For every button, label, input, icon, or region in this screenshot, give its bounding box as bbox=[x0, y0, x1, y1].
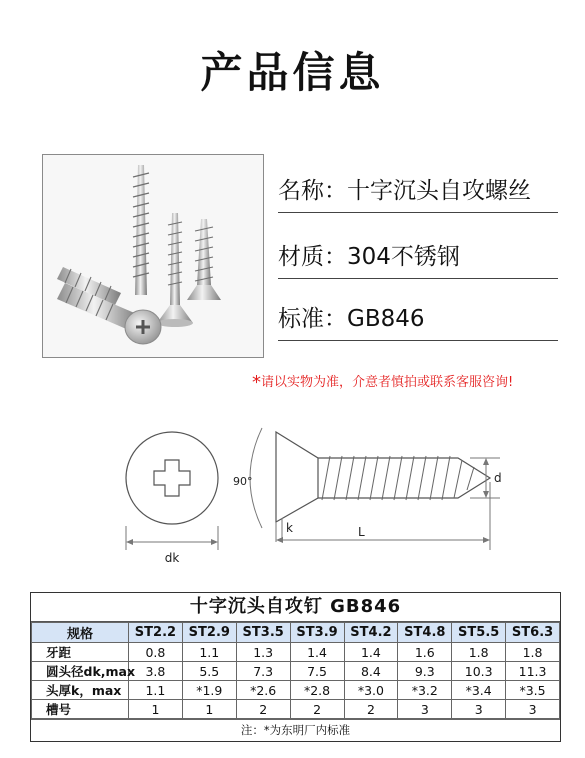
table-cell: 1.6 bbox=[398, 643, 452, 662]
product-photo bbox=[42, 154, 264, 358]
table-cell: 1.1 bbox=[182, 643, 236, 662]
header-cell: ST4.2 bbox=[344, 623, 398, 643]
divider bbox=[278, 340, 558, 341]
cross-recess bbox=[154, 460, 190, 496]
table-cell: 8.4 bbox=[344, 662, 398, 681]
table-cell: *3.2 bbox=[398, 681, 452, 700]
header-cell: ST3.5 bbox=[236, 623, 290, 643]
table-cell: 3 bbox=[506, 700, 560, 719]
table-cell: 3 bbox=[398, 700, 452, 719]
technical-drawing bbox=[0, 410, 585, 590]
table-cell: *3.5 bbox=[506, 681, 560, 700]
table-cell: 0.8 bbox=[129, 643, 183, 662]
product-standard-row bbox=[278, 304, 558, 341]
header-cell: ST4.8 bbox=[398, 623, 452, 643]
header-cell: ST6.3 bbox=[506, 623, 560, 643]
table-cell: 3.8 bbox=[129, 662, 183, 681]
table-cell: 1.4 bbox=[290, 643, 344, 662]
dk-label: dk bbox=[164, 551, 180, 565]
table-header-row bbox=[32, 623, 560, 643]
table-cell: 1 bbox=[129, 700, 183, 719]
notice-text: 请以实物为准，介意者慎拍或联系客服咨询! bbox=[261, 375, 514, 390]
table-cell: *2.8 bbox=[290, 681, 344, 700]
row-label: 牙距 bbox=[32, 643, 129, 662]
table-cell: 3 bbox=[452, 700, 506, 719]
table-cell: 1.4 bbox=[344, 643, 398, 662]
table-cell: *3.0 bbox=[344, 681, 398, 700]
table-cell: 11.3 bbox=[506, 662, 560, 681]
product-material: 材质：304不锈钢 bbox=[278, 244, 460, 270]
header-cell: ST3.9 bbox=[290, 623, 344, 643]
table-cell: 7.5 bbox=[290, 662, 344, 681]
table-cell: 1 bbox=[182, 700, 236, 719]
spec-table bbox=[30, 592, 561, 742]
table-cell: *2.6 bbox=[236, 681, 290, 700]
table-cell: 2 bbox=[290, 700, 344, 719]
table-row bbox=[32, 643, 560, 662]
d-label: d bbox=[494, 471, 502, 485]
header-cell: ST2.9 bbox=[182, 623, 236, 643]
header-cell: ST5.5 bbox=[452, 623, 506, 643]
table-row bbox=[32, 662, 560, 681]
head-circle bbox=[126, 432, 218, 524]
table-cell: 5.5 bbox=[182, 662, 236, 681]
divider bbox=[278, 278, 558, 279]
product-material-row bbox=[278, 242, 558, 279]
screw-head-side bbox=[276, 432, 318, 522]
table-cell: 1.8 bbox=[452, 643, 506, 662]
thread-lines bbox=[322, 456, 474, 500]
product-standard: 标准：GB846 bbox=[278, 306, 425, 332]
product-name: 名称：十字沉头自攻螺丝 bbox=[278, 178, 531, 204]
screw-right bbox=[187, 219, 221, 300]
screw-shank bbox=[318, 458, 490, 498]
table-cell: 2 bbox=[236, 700, 290, 719]
row-label: 槽号 bbox=[32, 700, 129, 719]
table-cell: 1.8 bbox=[506, 643, 560, 662]
screw-long bbox=[133, 165, 149, 295]
product-name-row bbox=[278, 176, 558, 213]
notice bbox=[252, 371, 513, 393]
table-cell: 9.3 bbox=[398, 662, 452, 681]
header-cell: 规格 bbox=[32, 623, 129, 643]
table-cell: 1.1 bbox=[129, 681, 183, 700]
spec-table-title: 十字沉头自攻钉 GB846 bbox=[31, 593, 560, 622]
table-row bbox=[32, 700, 560, 719]
k-label: k bbox=[286, 521, 293, 535]
screw-medium bbox=[157, 213, 193, 327]
table-row bbox=[32, 681, 560, 700]
row-label: 头厚k，max bbox=[32, 681, 129, 700]
header-cell: ST2.2 bbox=[129, 623, 183, 643]
divider bbox=[278, 212, 558, 213]
notice-star: * bbox=[252, 372, 261, 393]
L-label: L bbox=[358, 525, 365, 539]
table-cell: 10.3 bbox=[452, 662, 506, 681]
page-title: 产品信息 bbox=[200, 48, 385, 97]
table-cell: 2 bbox=[344, 700, 398, 719]
table-cell: 7.3 bbox=[236, 662, 290, 681]
angle-label: 90° bbox=[233, 475, 253, 488]
table-cell: 1.3 bbox=[236, 643, 290, 662]
row-label: 圆头径dk,max bbox=[32, 662, 129, 681]
table-cell: *3.4 bbox=[452, 681, 506, 700]
table-footnote: 注：*为东明厂内标准 bbox=[31, 719, 560, 741]
table-cell: *1.9 bbox=[182, 681, 236, 700]
